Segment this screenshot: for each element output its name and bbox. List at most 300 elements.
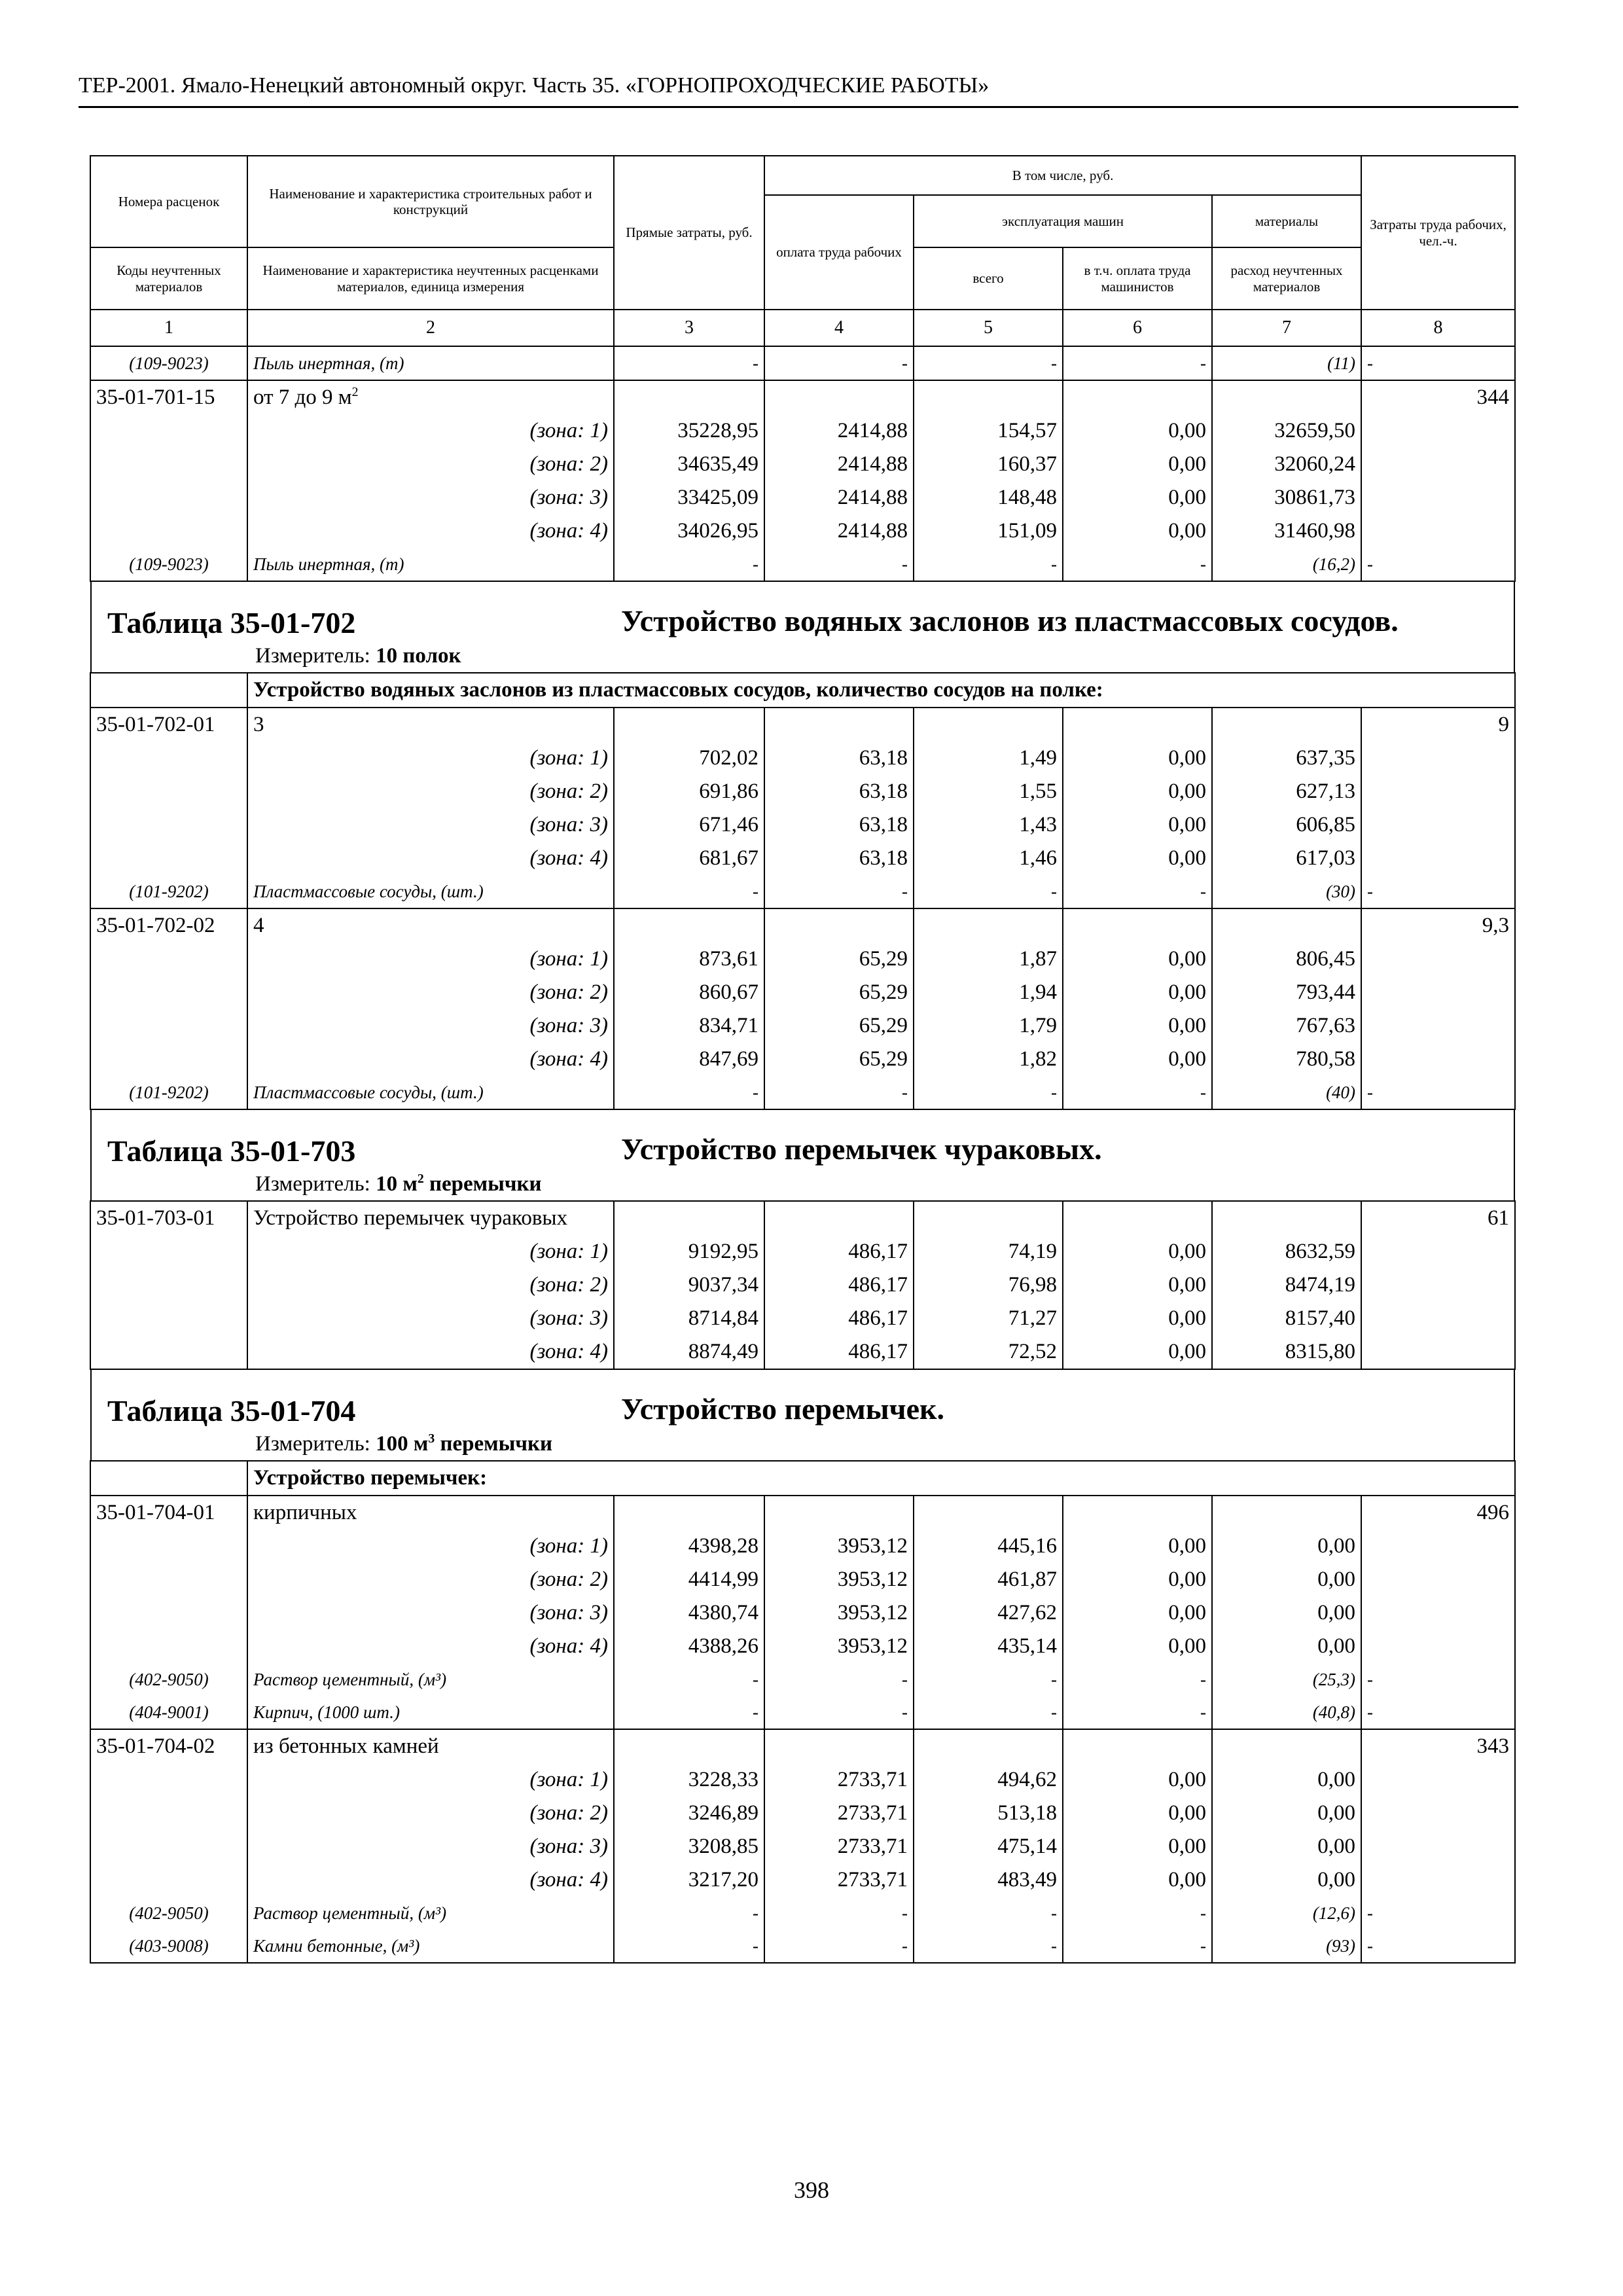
price-item-row: [90, 1729, 1515, 1763]
zone-row: [90, 1335, 1515, 1369]
col-machines-total: всего: [914, 247, 1063, 310]
table-section-box: [90, 1370, 1515, 1460]
empty-cell: [90, 1596, 247, 1630]
empty-cell: [90, 1043, 247, 1076]
superscript: 3: [428, 1431, 435, 1446]
cost-value: 0,00: [1063, 1235, 1212, 1268]
measure-label: Измеритель:: [255, 644, 376, 668]
cost-value: 30861,73: [1212, 481, 1361, 514]
dash-cell: -: [764, 1696, 914, 1729]
cost-value: 0,00: [1212, 1596, 1361, 1630]
zone-row: [90, 448, 1515, 481]
cost-value: 486,17: [764, 1268, 914, 1302]
dash-cell: -: [614, 1897, 764, 1929]
empty-cell: [90, 414, 247, 448]
dash-cell: -: [1063, 1696, 1212, 1729]
empty-cell: [614, 908, 764, 942]
measure-unit: [92, 1172, 1514, 1200]
cost-value: 3953,12: [764, 1563, 914, 1596]
cost-value: 1,94: [914, 976, 1063, 1009]
dash-cell: -: [614, 548, 764, 581]
cost-value: 2733,71: [764, 1863, 914, 1897]
cost-value: 1,82: [914, 1043, 1063, 1076]
empty-cell: [614, 708, 764, 742]
zone-row: [90, 1043, 1515, 1076]
material-quantity: (93): [1212, 1929, 1361, 1963]
cost-value: 151,09: [914, 514, 1063, 548]
dash-cell: -: [1063, 1076, 1212, 1109]
col-num: 7: [1212, 310, 1361, 346]
zone-label: (зона: 1): [247, 1530, 614, 1563]
cost-value: 0,00: [1063, 808, 1212, 842]
zone-row: [90, 775, 1515, 808]
empty-cell: [1212, 1201, 1361, 1235]
cost-value: 3228,33: [614, 1763, 764, 1797]
cost-value: 63,18: [764, 808, 914, 842]
cost-value: 8632,59: [1212, 1235, 1361, 1268]
cost-value: 76,98: [914, 1268, 1063, 1302]
empty-cell: [1361, 1630, 1515, 1663]
item-name: 4: [247, 908, 614, 942]
dash-cell: -: [1063, 1897, 1212, 1929]
zone-label: (зона: 4): [247, 842, 614, 875]
dash-cell: -: [914, 1663, 1063, 1696]
dash-cell: -: [1361, 548, 1515, 581]
cost-value: 486,17: [764, 1235, 914, 1268]
dash-cell: -: [914, 1929, 1063, 1963]
zone-row: [90, 1630, 1515, 1663]
empty-cell: [1212, 380, 1361, 414]
empty-cell: [90, 808, 247, 842]
cost-value: 1,55: [914, 775, 1063, 808]
zone-label: (зона: 2): [247, 1563, 614, 1596]
material-code-row: [90, 548, 1515, 581]
material-quantity: (12,6): [1212, 1897, 1361, 1929]
cost-value: 0,00: [1212, 1830, 1361, 1863]
rates-table-sheet: [90, 155, 1514, 1964]
dash-cell: -: [1361, 1897, 1515, 1929]
cost-value: 4380,74: [614, 1596, 764, 1630]
cost-value: 0,00: [1063, 1863, 1212, 1897]
dash-cell: -: [1063, 1663, 1212, 1696]
cost-value: 0,00: [1212, 1863, 1361, 1897]
cost-value: 0,00: [1212, 1630, 1361, 1663]
cost-value: 860,67: [614, 976, 764, 1009]
cost-value: 2414,88: [764, 514, 914, 548]
zone-label: (зона: 1): [247, 742, 614, 775]
subhead-row: [90, 1461, 1515, 1496]
zone-row: [90, 514, 1515, 548]
cost-value: 65,29: [764, 942, 914, 976]
empty-cell: [1361, 414, 1515, 448]
dash-cell: -: [614, 875, 764, 908]
price-id: 35-01-704-01: [90, 1496, 247, 1530]
empty-cell: [90, 775, 247, 808]
zone-label: (зона: 2): [247, 775, 614, 808]
cost-value: 702,02: [614, 742, 764, 775]
empty-cell: [90, 1335, 247, 1369]
zone-row: [90, 942, 1515, 976]
cost-value: 806,45: [1212, 942, 1361, 976]
zone-row: [90, 976, 1515, 1009]
material-quantity: (11): [1212, 346, 1361, 380]
zone-label: (зона: 1): [247, 414, 614, 448]
empty-cell: [1212, 1729, 1361, 1763]
empty-cell: [1361, 1335, 1515, 1369]
cost-value: 2414,88: [764, 448, 914, 481]
material-code-row: [90, 1696, 1515, 1729]
empty-cell: [90, 1302, 247, 1335]
empty-cell: [1361, 976, 1515, 1009]
material-code: (101-9202): [90, 1076, 247, 1109]
empty-cell: [1361, 1009, 1515, 1043]
zone-label: (зона: 3): [247, 808, 614, 842]
cost-value: 8315,80: [1212, 1335, 1361, 1369]
empty-cell: [90, 1461, 247, 1496]
empty-cell: [1361, 842, 1515, 875]
measure-label: Измеритель:: [255, 1432, 376, 1456]
empty-cell: [764, 908, 914, 942]
labor-value: 343: [1361, 1729, 1515, 1763]
empty-cell: [764, 1496, 914, 1530]
col-work-name: Наименование и характеристика строительных работ и конструкций: [247, 156, 614, 247]
zone-label: (зона: 3): [247, 1830, 614, 1863]
empty-cell: [1361, 1302, 1515, 1335]
cost-value: 1,46: [914, 842, 1063, 875]
cost-value: 0,00: [1063, 1763, 1212, 1797]
zone-label: (зона: 2): [247, 976, 614, 1009]
cost-value: 2733,71: [764, 1830, 914, 1863]
table-body: [90, 346, 1515, 1963]
cost-value: 0,00: [1212, 1797, 1361, 1830]
table-title: [92, 1110, 1514, 1172]
cost-value: 494,62: [914, 1763, 1063, 1797]
zone-label: (зона: 2): [247, 448, 614, 481]
col-codes-name: Наименование и характеристика неучтенных расценками материалов, единица измерения: [247, 247, 614, 310]
dash-cell: -: [1361, 1076, 1515, 1109]
empty-cell: [614, 1201, 764, 1235]
dash-cell: -: [1063, 346, 1212, 380]
material-code: (402-9050): [90, 1897, 247, 1929]
col-num: 6: [1063, 310, 1212, 346]
cost-value: 873,61: [614, 942, 764, 976]
subhead-row: [90, 673, 1515, 708]
empty-cell: [1361, 1596, 1515, 1630]
measure-label: Измеритель:: [255, 1172, 376, 1196]
zone-label: (зона: 1): [247, 942, 614, 976]
empty-cell: [90, 942, 247, 976]
zone-label: (зона: 4): [247, 514, 614, 548]
empty-cell: [1063, 380, 1212, 414]
cost-value: 3953,12: [764, 1530, 914, 1563]
cost-value: 31460,98: [1212, 514, 1361, 548]
dash-cell: -: [764, 548, 914, 581]
empty-cell: [1361, 742, 1515, 775]
cost-value: 65,29: [764, 1043, 914, 1076]
material-name: Камни бетонные, (м³): [247, 1929, 614, 1963]
cost-value: 513,18: [914, 1797, 1063, 1830]
cost-value: 74,19: [914, 1235, 1063, 1268]
cost-value: 4414,99: [614, 1563, 764, 1596]
superscript: 2: [351, 385, 359, 399]
col-labor: Затраты труда рабочих, чел.-ч.: [1361, 156, 1515, 310]
cost-value: 148,48: [914, 481, 1063, 514]
zone-row: [90, 1268, 1515, 1302]
measure-value: 100 $м^3$ перемычки: [376, 1431, 553, 1456]
labor-value: 9: [1361, 708, 1515, 742]
empty-cell: [90, 448, 247, 481]
table-number: Таблица 35-01-703: [107, 1134, 356, 1168]
zone-row: [90, 414, 1515, 448]
material-code: (402-9050): [90, 1663, 247, 1696]
empty-cell: [1361, 448, 1515, 481]
measure-value: 10 полок: [376, 644, 461, 668]
empty-cell: [914, 908, 1063, 942]
cost-value: 2414,88: [764, 414, 914, 448]
table-section-cell: [90, 581, 1515, 673]
cost-value: 0,00: [1063, 976, 1212, 1009]
cost-value: 0,00: [1063, 742, 1212, 775]
cost-value: 671,46: [614, 808, 764, 842]
cost-value: 793,44: [1212, 976, 1361, 1009]
empty-cell: [1361, 775, 1515, 808]
cost-value: 0,00: [1063, 1797, 1212, 1830]
dash-cell: -: [764, 346, 914, 380]
cost-value: 160,37: [914, 448, 1063, 481]
cost-value: 35228,95: [614, 414, 764, 448]
dash-cell: -: [1063, 1929, 1212, 1963]
cost-value: 767,63: [1212, 1009, 1361, 1043]
material-name: Раствор цементный, (м³): [247, 1897, 614, 1929]
zone-row: [90, 842, 1515, 875]
empty-cell: [90, 976, 247, 1009]
zone-label: (зона: 1): [247, 1235, 614, 1268]
dash-cell: -: [1361, 875, 1515, 908]
material-quantity: (40,8): [1212, 1696, 1361, 1729]
dash-cell: -: [614, 346, 764, 380]
dash-cell: -: [764, 1897, 914, 1929]
empty-cell: [1361, 1797, 1515, 1830]
dash-cell: -: [1361, 1696, 1515, 1729]
table-title: [92, 582, 1514, 644]
cost-value: 0,00: [1212, 1563, 1361, 1596]
table-name: Устройство перемычек.: [621, 1392, 945, 1426]
price-id: 35-01-702-01: [90, 708, 247, 742]
price-id: 35-01-703-01: [90, 1201, 247, 1235]
col-num: 8: [1361, 310, 1515, 346]
col-unaccounted: расход неучтенных материалов: [1212, 247, 1361, 310]
empty-cell: [90, 514, 247, 548]
empty-cell: [1361, 1763, 1515, 1797]
material-name: Пыль инертная, (т): [247, 548, 614, 581]
col-incl: В том числе, руб.: [764, 156, 1361, 195]
cost-value: 461,87: [914, 1563, 1063, 1596]
cost-value: 0,00: [1063, 481, 1212, 514]
zone-row: [90, 1530, 1515, 1563]
cost-value: 0,00: [1063, 775, 1212, 808]
zone-label: (зона: 2): [247, 1268, 614, 1302]
subhead-text: Устройство водяных заслонов из пластмассовых сосудов, количество сосудов на полке:: [247, 673, 1515, 708]
empty-cell: [90, 842, 247, 875]
measure-unit: [92, 1432, 1514, 1460]
col-num: 1: [90, 310, 247, 346]
table-number: Таблица 35-01-702: [107, 606, 356, 639]
dash-cell: -: [764, 1076, 914, 1109]
empty-cell: [764, 1729, 914, 1763]
zone-row: [90, 1596, 1515, 1630]
measure-unit: [92, 644, 1514, 672]
zone-row: [90, 1863, 1515, 1897]
item-name: 3: [247, 708, 614, 742]
cost-value: 72,52: [914, 1335, 1063, 1369]
table-name: Устройство водяных заслонов из пластмассовых сосудов.: [621, 604, 1399, 637]
cost-value: 0,00: [1212, 1763, 1361, 1797]
table-name: Устройство перемычек чураковых.: [621, 1132, 1102, 1166]
col-num: 2: [247, 310, 614, 346]
rates-table: [90, 155, 1516, 1964]
zone-label: (зона: 4): [247, 1043, 614, 1076]
dash-cell: -: [914, 875, 1063, 908]
price-item-row: [90, 1201, 1515, 1235]
subhead-text: Устройство перемычек:: [247, 1461, 1515, 1496]
material-name: Пластмассовые сосуды, (шт.): [247, 875, 614, 908]
table-section-box: [90, 1110, 1515, 1200]
cost-value: 63,18: [764, 775, 914, 808]
material-quantity: (30): [1212, 875, 1361, 908]
cost-value: 1,87: [914, 942, 1063, 976]
cost-value: 33425,09: [614, 481, 764, 514]
cost-value: 617,03: [1212, 842, 1361, 875]
measure-value: 10 $м^2$ перемычки: [376, 1172, 542, 1196]
col-wage: оплата труда рабочих: [764, 195, 914, 310]
zone-row: [90, 1797, 1515, 1830]
empty-cell: [1361, 1043, 1515, 1076]
dash-cell: -: [614, 1696, 764, 1729]
zone-row: [90, 808, 1515, 842]
table-section-cell: [90, 1109, 1515, 1201]
material-name: Пластмассовые сосуды, (шт.): [247, 1076, 614, 1109]
material-code-row: [90, 875, 1515, 908]
dash-cell: -: [764, 1929, 914, 1963]
zone-row: [90, 742, 1515, 775]
dash-cell: -: [764, 875, 914, 908]
page-header: ТЕР-2001. Ямало-Ненецкий автономный округ. Часть 35. «ГОРНОПРОХОДЧЕСКИЕ РАБОТЫ»: [79, 73, 1518, 108]
zone-row: [90, 1563, 1515, 1596]
col-machines: эксплуатация машин: [914, 195, 1212, 247]
price-id: 35-01-704-02: [90, 1729, 247, 1763]
cost-value: 0,00: [1063, 414, 1212, 448]
cost-value: 65,29: [764, 1009, 914, 1043]
zone-label: (зона: 2): [247, 1797, 614, 1830]
table-number: Таблица 35-01-704: [107, 1394, 356, 1427]
dash-cell: -: [914, 1696, 1063, 1729]
cost-value: 0,00: [1063, 942, 1212, 976]
col-direct: Прямые затраты, руб.: [614, 156, 764, 310]
empty-cell: [90, 1830, 247, 1863]
price-id: 35-01-701-15: [90, 380, 247, 414]
cost-value: 8157,40: [1212, 1302, 1361, 1335]
zone-label: (зона: 4): [247, 1335, 614, 1369]
material-name: Раствор цементный, (м³): [247, 1663, 614, 1696]
cost-value: 606,85: [1212, 808, 1361, 842]
cost-value: 0,00: [1063, 1009, 1212, 1043]
col-num: 3: [614, 310, 764, 346]
cost-value: 63,18: [764, 742, 914, 775]
empty-cell: [1063, 1729, 1212, 1763]
cost-value: 0,00: [1063, 1596, 1212, 1630]
empty-cell: [90, 1763, 247, 1797]
cost-value: 486,17: [764, 1302, 914, 1335]
zone-label: (зона: 3): [247, 1596, 614, 1630]
cost-value: 486,17: [764, 1335, 914, 1369]
cost-value: 3246,89: [614, 1797, 764, 1830]
zone-label: (зона: 3): [247, 1302, 614, 1335]
col-machinist-wage: в т.ч. оплата труда машинистов: [1063, 247, 1212, 310]
material-code: (109-9023): [90, 346, 247, 380]
empty-cell: [614, 380, 764, 414]
cost-value: 483,49: [914, 1863, 1063, 1897]
cost-value: 2414,88: [764, 481, 914, 514]
dash-cell: -: [1063, 548, 1212, 581]
cost-value: 71,27: [914, 1302, 1063, 1335]
empty-cell: [914, 1201, 1063, 1235]
cost-value: 0,00: [1212, 1530, 1361, 1563]
empty-cell: [914, 1729, 1063, 1763]
empty-cell: [764, 1201, 914, 1235]
empty-cell: [1361, 1563, 1515, 1596]
empty-cell: [914, 380, 1063, 414]
empty-cell: [614, 1496, 764, 1530]
empty-cell: [1361, 1268, 1515, 1302]
cost-value: 34026,95: [614, 514, 764, 548]
cost-value: 691,86: [614, 775, 764, 808]
empty-cell: [1361, 514, 1515, 548]
cost-value: 475,14: [914, 1830, 1063, 1863]
col-codes: Коды неучтенных материалов: [90, 247, 247, 310]
empty-cell: [1212, 1496, 1361, 1530]
cost-value: 435,14: [914, 1630, 1063, 1663]
price-item-row: [90, 1496, 1515, 1530]
cost-value: 0,00: [1063, 448, 1212, 481]
cost-value: 1,43: [914, 808, 1063, 842]
empty-cell: [90, 1530, 247, 1563]
item-name: от 7 до 9 $м^2$: [247, 380, 614, 414]
empty-cell: [764, 380, 914, 414]
superscript: 2: [417, 1172, 424, 1186]
zone-label: (зона: 3): [247, 481, 614, 514]
empty-cell: [90, 1863, 247, 1897]
price-item-row: [90, 908, 1515, 942]
empty-cell: [1361, 808, 1515, 842]
cost-value: 0,00: [1063, 1830, 1212, 1863]
zone-row: [90, 1235, 1515, 1268]
zone-label: (зона: 4): [247, 1630, 614, 1663]
cost-value: 2733,71: [764, 1797, 914, 1830]
empty-cell: [914, 1496, 1063, 1530]
cost-value: 0,00: [1063, 514, 1212, 548]
cost-value: 1,79: [914, 1009, 1063, 1043]
material-code-row: [90, 1663, 1515, 1696]
empty-cell: [90, 1268, 247, 1302]
cost-value: 681,67: [614, 842, 764, 875]
cost-value: 627,13: [1212, 775, 1361, 808]
empty-cell: [90, 481, 247, 514]
cost-value: 32060,24: [1212, 448, 1361, 481]
empty-cell: [90, 1235, 247, 1268]
material-code: (101-9202): [90, 875, 247, 908]
cost-value: 8874,49: [614, 1335, 764, 1369]
empty-cell: [1212, 908, 1361, 942]
